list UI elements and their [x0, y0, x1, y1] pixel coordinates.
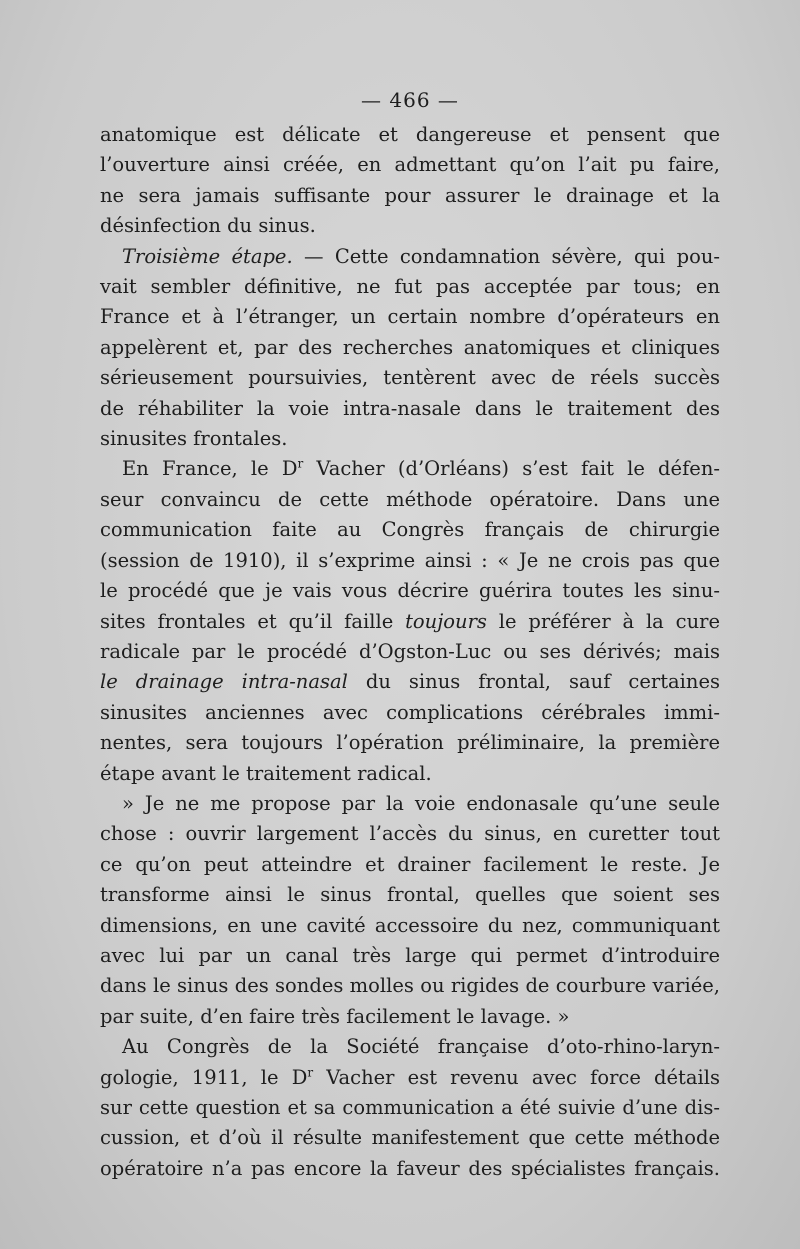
text-line: (session de 1910), il s’exprime ainsi : « Je ne crois pas que: [100, 548, 720, 572]
text-line: dans le sinus des sondes molles ou rigides de courbure variée,: [100, 974, 720, 998]
text-line: France et à l’étranger, un certain nombre d’opérateurs en: [100, 305, 720, 329]
text-line: transforme ainsi le sinus frontal, quelles que soient ses: [100, 883, 720, 907]
text-line: radicale par le procédé d’Ogston-Luc ou ses dérivés; mais: [100, 639, 720, 663]
text-line: l’ouverture ainsi créée, en admettant qu’on l’ait pu faire,: [100, 153, 720, 177]
body-text: [100, 120, 720, 1184]
text-line: sites frontales et qu’il faille toujours le préférer à la cure: [100, 609, 720, 633]
text-line: gologie, 1911, le $D^r$ Vacher est revenu avec force détails: [100, 1065, 720, 1089]
text-line: ne sera jamais suffisante pour assurer le drainage et la: [100, 183, 720, 207]
book-page: [100, 80, 720, 1184]
page-number: — 466 —: [361, 88, 459, 112]
text-line: ce qu’on peut atteindre et drainer facilement le reste. Je: [100, 852, 720, 876]
text-line: cussion, et d’où il résulte manifestement que cette méthode: [100, 1126, 720, 1150]
text-line: chose : ouvrir largement l’accès du sinus, en curetter tout: [100, 822, 720, 846]
text-line: étape avant le traitement radical.: [100, 761, 432, 785]
text-line: sinusites frontales.: [100, 427, 288, 451]
text-line: dimensions, en une cavité accessoire du nez, communiquant: [100, 913, 720, 937]
text-line: sur cette question et sa communication a été suivie d’une dis-: [100, 1096, 720, 1119]
text-line: le procédé que je vais vous décrire guérira toutes les sinu-: [100, 579, 720, 603]
text-line: vait sembler définitive, ne fut pas acceptée par tous; en: [100, 275, 720, 299]
text-line: nentes, sera toujours l’opération préliminaire, la première: [100, 731, 720, 755]
text-line: désinfection du sinus.: [100, 214, 316, 238]
text-line: de réhabiliter la voie intra-nasale dans le traitement des: [100, 396, 720, 420]
text-line: sérieusement poursuivies, tentèrent avec de réels succès: [100, 366, 720, 390]
text-line: En France, le $D^r$ Vacher (d’Orléans) s’est fait le défen-: [122, 456, 720, 481]
text-line: opératoire n’a pas encore la faveur des spécialistes français.: [100, 1156, 720, 1180]
text-line: Troisième étape. — Cette condamnation sévère, qui pou-: [122, 244, 720, 268]
text-line: communication faite au Congrès français de chirurgie: [100, 518, 720, 542]
text-line: avec lui par un canal très large qui permet d’introduire: [100, 943, 720, 967]
text-line: le drainage intra-nasal du sinus frontal, sauf certaines: [100, 670, 720, 694]
text-line: sinusites anciennes avec complications cérébrales immi-: [100, 700, 720, 724]
text-line: seur convaincu de cette méthode opératoire. Dans une: [100, 487, 720, 511]
text-line: Au Congrès de la Société française d’oto-rhino-laryn-: [122, 1035, 720, 1059]
section-heading: Troisième étape.: [122, 244, 293, 268]
text-line: » Je ne me propose par la voie endonasale qu’une seule: [122, 791, 720, 815]
text-line: anatomique est délicate et dangereuse et pensent que: [100, 123, 720, 146]
text-line: par suite, d’en faire très facilement le lavage. »: [100, 1004, 570, 1028]
text-line: appelèrent et, par des recherches anatomiques et cliniques: [100, 335, 720, 359]
